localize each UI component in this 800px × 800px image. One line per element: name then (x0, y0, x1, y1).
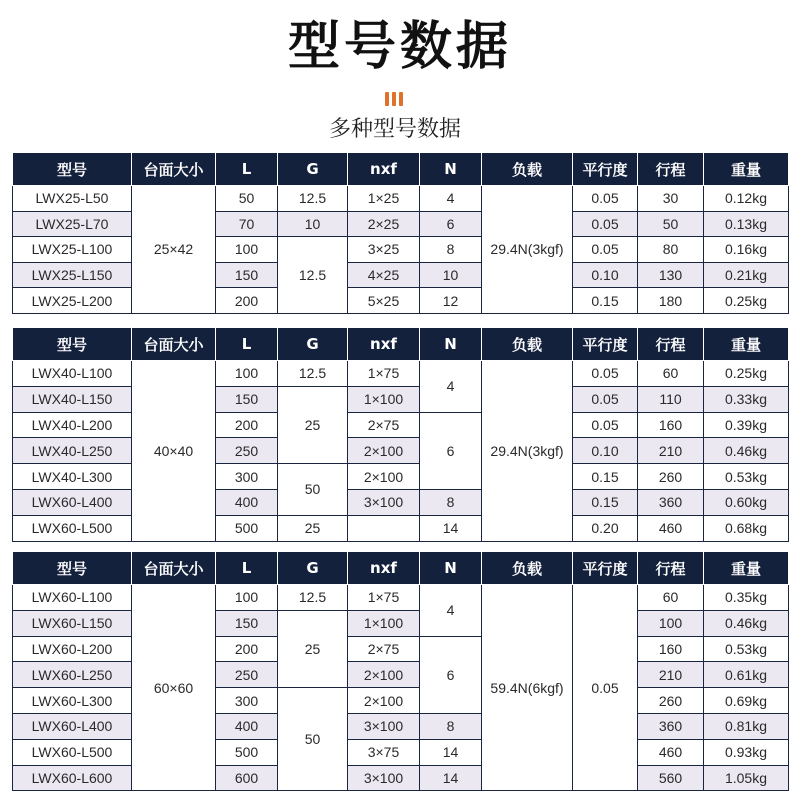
table-row (13, 288, 789, 314)
cell-table-size: 25×42 (132, 186, 216, 314)
cell-nxf (348, 515, 420, 541)
cell-g: 12.5 (278, 361, 348, 387)
table-row (13, 515, 789, 541)
cell-model: LWX25-L50 (13, 186, 132, 212)
cell-model: LWX60-L600 (13, 765, 132, 791)
cell-n: 14 (420, 739, 482, 765)
cell-g: 10 (278, 211, 348, 237)
header-g: G (278, 153, 348, 186)
cell-model: LWX25-L200 (13, 288, 132, 314)
cell-l: 400 (216, 713, 278, 739)
table-row (13, 688, 789, 714)
cell-nxf: 1×100 (348, 610, 420, 636)
header-nxf: nxf (348, 328, 420, 361)
page-subtitle: 多种型号数据 (328, 117, 461, 142)
cell-weight: 0.39kg (704, 412, 789, 438)
header-model: 型号 (13, 328, 132, 361)
cell-l: 150 (216, 610, 278, 636)
cell-parallelism: 0.15 (573, 464, 638, 490)
cell-model: LWX60-L400 (13, 489, 132, 515)
cell-model: LWX60-L400 (13, 713, 132, 739)
cell-g: 25 (278, 386, 348, 463)
cell-weight: 0.21kg (704, 262, 789, 288)
cell-model: LWX60-L500 (13, 739, 132, 765)
header-g: G (278, 328, 348, 361)
cell-l: 300 (216, 464, 278, 490)
cell-parallelism: 0.05 (573, 412, 638, 438)
spec-table-lwx25 (12, 152, 789, 314)
cell-g: 25 (278, 610, 348, 687)
cell-weight: 0.46kg (704, 610, 789, 636)
cell-weight: 0.46kg (704, 438, 789, 464)
cell-stroke: 460 (638, 739, 704, 765)
header-weight: 重量 (704, 552, 789, 585)
cell-l: 150 (216, 386, 278, 412)
header-parallelism: 平行度 (573, 552, 638, 585)
table-row (13, 262, 789, 288)
cell-g: 50 (278, 464, 348, 516)
header-nxf: nxf (348, 153, 420, 186)
header-stroke: 行程 (638, 552, 704, 585)
header-parallelism: 平行度 (573, 328, 638, 361)
orange-bars-decoration (385, 92, 407, 106)
cell-weight: 0.25kg (704, 361, 789, 387)
cell-parallelism: 0.05 (573, 237, 638, 263)
cell-l: 400 (216, 489, 278, 515)
header-weight: 重量 (704, 153, 789, 186)
cell-model: LWX40-L200 (13, 412, 132, 438)
cell-nxf: 3×25 (348, 237, 420, 263)
cell-stroke: 50 (638, 211, 704, 237)
table-row (13, 438, 789, 464)
cell-model: LWX60-L150 (13, 610, 132, 636)
table-row (13, 186, 789, 212)
cell-nxf: 4×25 (348, 262, 420, 288)
cell-stroke: 30 (638, 186, 704, 212)
cell-g: 12.5 (278, 585, 348, 611)
cell-g: 12.5 (278, 237, 348, 314)
cell-weight: 0.53kg (704, 636, 789, 662)
cell-table-size: 60×60 (132, 585, 216, 791)
header-parallelism: 平行度 (573, 153, 638, 186)
cell-n: 4 (420, 361, 482, 413)
cell-l: 200 (216, 636, 278, 662)
header-row (13, 328, 789, 361)
cell-l: 70 (216, 211, 278, 237)
cell-n: 14 (420, 765, 482, 791)
cell-n: 10 (420, 262, 482, 288)
cell-n: 12 (420, 288, 482, 314)
cell-nxf: 5×25 (348, 288, 420, 314)
cell-parallelism: 0.15 (573, 288, 638, 314)
cell-stroke: 210 (638, 438, 704, 464)
header-stroke: 行程 (638, 328, 704, 361)
cell-weight: 0.60kg (704, 489, 789, 515)
table-row (13, 489, 789, 515)
cell-weight: 0.25kg (704, 288, 789, 314)
cell-l: 50 (216, 186, 278, 212)
cell-nxf: 1×100 (348, 386, 420, 412)
header-n: N (420, 552, 482, 585)
cell-stroke: 60 (638, 585, 704, 611)
header-l: L (216, 153, 278, 186)
cell-stroke: 180 (638, 288, 704, 314)
cell-nxf: 3×100 (348, 713, 420, 739)
cell-model: LWX40-L100 (13, 361, 132, 387)
cell-parallelism: 0.05 (573, 211, 638, 237)
cell-stroke: 110 (638, 386, 704, 412)
table-row (13, 585, 789, 611)
cell-l: 100 (216, 237, 278, 263)
table-row (13, 412, 789, 438)
cell-stroke: 260 (638, 688, 704, 714)
header-load: 负载 (482, 153, 573, 186)
cell-nxf: 2×100 (348, 688, 420, 714)
header-load: 负载 (482, 328, 573, 361)
cell-model: LWX60-L300 (13, 688, 132, 714)
cell-stroke: 160 (638, 412, 704, 438)
cell-parallelism: 0.05 (573, 585, 638, 791)
cell-g: 25 (278, 515, 348, 541)
cell-n: 8 (420, 713, 482, 739)
cell-model: LWX25-L100 (13, 237, 132, 263)
cell-weight: 0.69kg (704, 688, 789, 714)
cell-parallelism: 0.10 (573, 262, 638, 288)
cell-nxf: 3×100 (348, 489, 420, 515)
cell-l: 150 (216, 262, 278, 288)
cell-table-size: 40×40 (132, 361, 216, 542)
cell-weight: 0.33kg (704, 386, 789, 412)
table-row (13, 739, 789, 765)
cell-n: 6 (420, 412, 482, 489)
spec-table-lwx60 (12, 551, 789, 791)
cell-weight: 1.05kg (704, 765, 789, 791)
cell-n: 4 (420, 186, 482, 212)
cell-weight: 0.61kg (704, 662, 789, 688)
cell-nxf: 3×100 (348, 765, 420, 791)
cell-nxf: 1×75 (348, 585, 420, 611)
cell-weight: 0.81kg (704, 713, 789, 739)
cell-parallelism: 0.05 (573, 361, 638, 387)
cell-n: 8 (420, 237, 482, 263)
cell-weight: 0.53kg (704, 464, 789, 490)
header-l: L (216, 328, 278, 361)
cell-stroke: 160 (638, 636, 704, 662)
header-n: N (420, 153, 482, 186)
cell-nxf: 1×75 (348, 361, 420, 387)
cell-stroke: 560 (638, 765, 704, 791)
cell-weight: 0.13kg (704, 211, 789, 237)
cell-load: 29.4N(3kgf) (482, 186, 573, 314)
cell-nxf: 2×75 (348, 412, 420, 438)
cell-l: 200 (216, 288, 278, 314)
cell-nxf: 2×100 (348, 662, 420, 688)
header-stroke: 行程 (638, 153, 704, 186)
cell-stroke: 260 (638, 464, 704, 490)
table-row (13, 765, 789, 791)
header-l: L (216, 552, 278, 585)
header-weight: 重量 (704, 328, 789, 361)
cell-model: LWX40-L300 (13, 464, 132, 490)
cell-weight: 0.12kg (704, 186, 789, 212)
cell-stroke: 80 (638, 237, 704, 263)
cell-model: LWX40-L250 (13, 438, 132, 464)
header-table-size: 台面大小 (132, 153, 216, 186)
header-nxf: nxf (348, 552, 420, 585)
cell-l: 250 (216, 662, 278, 688)
cell-nxf: 3×75 (348, 739, 420, 765)
cell-n: 8 (420, 489, 482, 515)
header-model: 型号 (13, 552, 132, 585)
cell-parallelism: 0.20 (573, 515, 638, 541)
header-table-size: 台面大小 (132, 552, 216, 585)
header-row (13, 552, 789, 585)
cell-parallelism: 0.05 (573, 186, 638, 212)
cell-nxf: 1×25 (348, 186, 420, 212)
cell-l: 300 (216, 688, 278, 714)
cell-parallelism: 0.15 (573, 489, 638, 515)
cell-weight: 0.35kg (704, 585, 789, 611)
cell-model: LWX60-L250 (13, 662, 132, 688)
cell-load: 59.4N(6kgf) (482, 585, 573, 791)
header-n: N (420, 328, 482, 361)
cell-stroke: 60 (638, 361, 704, 387)
table-row (13, 610, 789, 636)
cell-parallelism: 0.10 (573, 438, 638, 464)
cell-l: 200 (216, 412, 278, 438)
header-g: G (278, 552, 348, 585)
cell-l: 100 (216, 585, 278, 611)
cell-stroke: 360 (638, 713, 704, 739)
header-model: 型号 (13, 153, 132, 186)
header-table-size: 台面大小 (132, 328, 216, 361)
cell-model: LWX25-L150 (13, 262, 132, 288)
cell-n: 6 (420, 211, 482, 237)
cell-l: 250 (216, 438, 278, 464)
cell-model: LWX60-L500 (13, 515, 132, 541)
cell-weight: 0.68kg (704, 515, 789, 541)
cell-model: LWX60-L100 (13, 585, 132, 611)
cell-nxf: 2×100 (348, 464, 420, 490)
header-load: 负载 (482, 552, 573, 585)
cell-model: LWX40-L150 (13, 386, 132, 412)
cell-weight: 0.93kg (704, 739, 789, 765)
cell-model: LWX60-L200 (13, 636, 132, 662)
cell-stroke: 100 (638, 610, 704, 636)
table-row (13, 237, 789, 263)
cell-n: 14 (420, 515, 482, 541)
header-row (13, 153, 789, 186)
cell-nxf: 2×75 (348, 636, 420, 662)
cell-stroke: 360 (638, 489, 704, 515)
cell-parallelism: 0.05 (573, 386, 638, 412)
table-row (13, 361, 789, 387)
cell-nxf: 2×25 (348, 211, 420, 237)
cell-weight: 0.16kg (704, 237, 789, 263)
cell-l: 500 (216, 515, 278, 541)
cell-stroke: 460 (638, 515, 704, 541)
cell-stroke: 130 (638, 262, 704, 288)
table-row (13, 386, 789, 412)
cell-g: 12.5 (278, 186, 348, 212)
cell-n: 4 (420, 585, 482, 637)
cell-g: 50 (278, 688, 348, 791)
cell-load: 29.4N(3kgf) (482, 361, 573, 542)
table-row (13, 662, 789, 688)
table-row (13, 464, 789, 490)
cell-model: LWX25-L70 (13, 211, 132, 237)
cell-l: 100 (216, 361, 278, 387)
cell-n: 6 (420, 636, 482, 713)
table-row (13, 713, 789, 739)
spec-table-lwx40 (12, 327, 789, 542)
page-title: 型号数据 (287, 17, 512, 77)
cell-nxf: 2×100 (348, 438, 420, 464)
table-row (13, 211, 789, 237)
table-row (13, 636, 789, 662)
cell-l: 500 (216, 739, 278, 765)
cell-l: 600 (216, 765, 278, 791)
cell-stroke: 210 (638, 662, 704, 688)
